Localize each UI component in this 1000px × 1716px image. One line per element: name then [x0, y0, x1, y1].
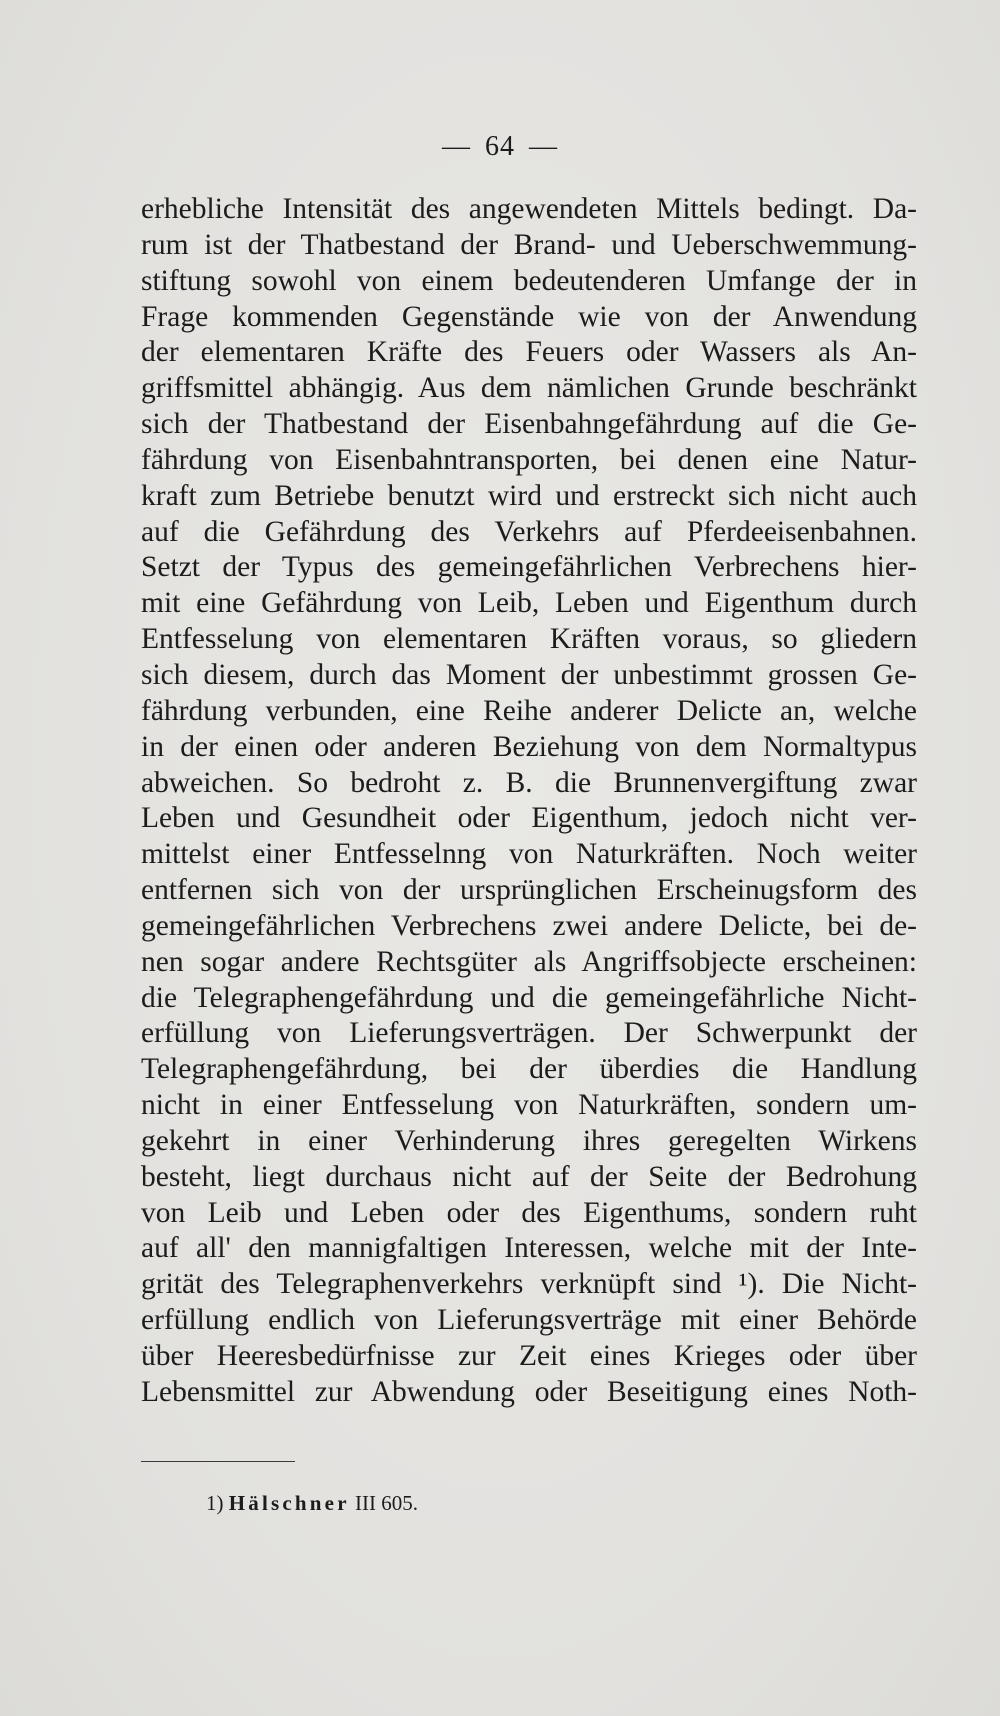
text-line: Setzt der Typus des gemeingefährlichen Verbrechens hier- [141, 551, 917, 584]
text-line: über Heeresbedürfnisse zur Zeit eines Krieges oder über [141, 1340, 917, 1372]
text-line: mit eine Gefährdung von Leib, Leben und Eigenthum durch [141, 587, 917, 620]
text-line: sich der Thatbestand der Eisenbahngefährdung auf die Ge- [141, 408, 917, 441]
text-line: gemeingefährlichen Verbrechens zwei andere Delicte, bei de- [141, 909, 917, 942]
text-line: stiftung sowohl von einem bedeutenderen Umfange der in [141, 264, 917, 297]
text-line: die Telegraphengefährdung und die gemeingefährliche Nicht- [141, 981, 917, 1014]
text-line: Lebensmittel zur Abwendung oder Beseitigung eines Noth- [141, 1375, 917, 1408]
text-line: abweichen. So bedroht z. B. die Brunnenvergiftung zwar [141, 766, 917, 799]
text-line: griffsmittel abhängig. Aus dem nämlichen Grunde beschränkt [141, 372, 917, 405]
text-line: Leben und Gesundheit oder Eigenthum, jedoch nicht ver- [141, 802, 917, 835]
text-line: auf all' den mannigfaltigen Interessen, welche mit der Inte- [141, 1232, 917, 1265]
text-line: entfernen sich von der ursprünglichen Erscheinugsform des [141, 874, 917, 907]
text-line: erfüllung endlich von Lieferungsverträge mit einer Behörde [141, 1304, 917, 1337]
footnote [206, 1491, 418, 1516]
text-line: nen sogar andere Rechtsgüter als Angriffsobjecte erscheinen: [141, 945, 917, 978]
page-number: — 64 — [442, 131, 558, 162]
text-line: Telegraphengefährdung, bei der überdies die Handlung [141, 1053, 917, 1086]
text-line: kraft zum Betriebe benutzt wird und erstreckt sich nicht auch [141, 479, 917, 512]
text-line: nicht in einer Entfesselung von Naturkräften, sondern um- [141, 1089, 917, 1122]
text-line: Frage kommenden Gegenstände wie von der Anwendung [141, 300, 917, 333]
text-line: rum ist der Thatbestand der Brand- und Ueberschwemmung- [141, 228, 917, 261]
text-line: von Leib und Leben oder des Eigenthums, sondern ruht [141, 1196, 917, 1229]
text-line: grität des Telegraphenverkehrs verknüpft sind ¹). Die Nicht- [141, 1268, 917, 1301]
text-line: fährdung verbunden, eine Reihe anderer Delicte an, welche [141, 694, 917, 727]
text-line: der elementaren Kräfte des Feuers oder Wassers als An- [141, 336, 917, 369]
text-line: fährdung von Eisenbahntransporten, bei denen eine Natur- [141, 443, 917, 476]
footnote-author: Hälschner [228, 1491, 350, 1515]
text-line: auf die Gefährdung des Verkehrs auf Pferdeeisenbahnen. [141, 515, 917, 548]
text-line: besteht, liegt durchaus nicht auf der Seite der Bedrohung [141, 1160, 917, 1193]
text-line: erfüllung von Lieferungsverträgen. Der Schwerpunkt der [141, 1017, 917, 1050]
text-line: mittelst einer Entfesselnng von Naturkräften. Noch weiter [141, 838, 917, 871]
text-line: sich diesem, durch das Moment der unbestimmt grossen Ge- [141, 658, 917, 691]
text-line: erhebliche Intensität des angewendeten Mittels bedingt. Da- [141, 193, 917, 225]
footnote-reference: III 605. [354, 1491, 418, 1515]
text-line: Entfesselung von elementaren Kräften voraus, so gliedern [141, 623, 917, 656]
body-text [141, 192, 917, 1411]
text-line: in der einen oder anderen Beziehung von dem Normaltypus [141, 730, 917, 763]
footnote-marker: 1) [206, 1491, 224, 1515]
footnote-separator [141, 1461, 295, 1462]
text-line: gekehrt in einer Verhinderung ihres geregelten Wirkens [141, 1124, 917, 1157]
